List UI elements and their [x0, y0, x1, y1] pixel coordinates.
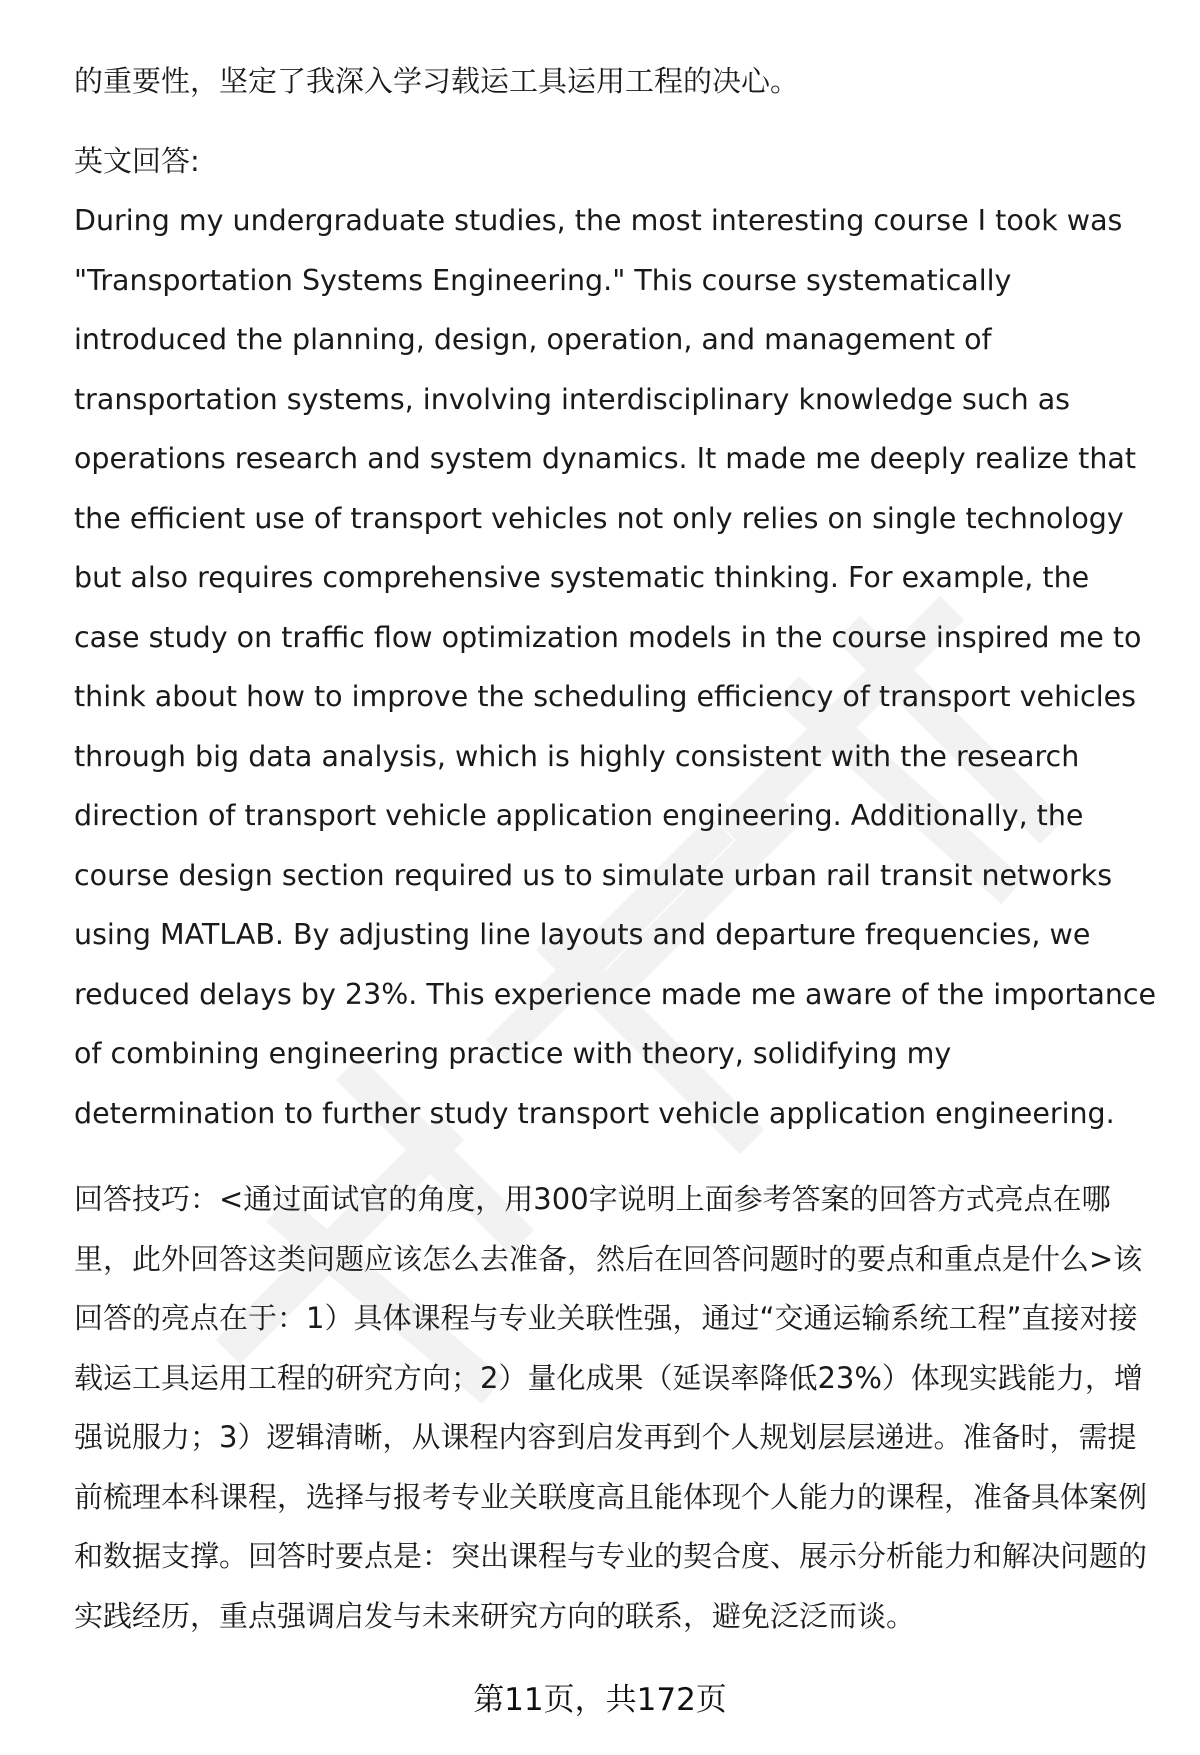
page-number: 第11页，共172页: [473, 1682, 727, 1718]
english-answer-body: During my undergraduate studies, the most interesting course I took was "Transportation Systems Engineering." This course systematically introduced the planning, design, operation, and management of transportation systems, involving interdisciplinary knowledge such as operations research and system dynamics. It made me deeply realize that the efficient use of transport vehicles not only relies on single technology but also requires comprehensive systematic thinking. For example, the case study on traffic flow optimization models in the course inspired me to think about how to improve the scheduling efficiency of transport vehicles through big data analysis, which is highly consistent with the research direction of transport vehicle application engineering. Additionally, the course design section required us to simulate urban rail transit networks using MATLAB. By adjusting line layouts and departure frequencies, we reduced delays by 23%. This experience made me aware of the importance of combining engineering practice with theory, solidifying my determination to further study transport vehicle application engineering.: [74, 204, 1157, 1130]
intro-line: 的重要性，坚定了我深入学习载运工具运用工程的决心。: [74, 64, 800, 98]
document-page: [74, 52, 1160, 1646]
english-answer-heading: 英文回答:: [74, 143, 200, 178]
answer-tips: 回答技巧：<通过面试官的角度，用300字说明上面参考答案的回答方式亮点在哪里，此外回答这类问题应该怎么去准备，然后在回答问题时的要点和重点是什么>该回答的亮点在于：1）具体课程与专业关联性强，通过“交通运输系统工程”直接对接载运工具运用工程的研究方向；2）量化成果（延误率降低23%）体现实践能力，增强说服力；3）逻辑清晰，从课程内容到启发再到个人规划层层递进。准备时，需提前梳理本科课程，选择与报考专业关联度高且能体现个人能力的课程，准备具体案例和数据支撑。回答时要点是：突出课程与专业的契合度、展示分析能力和解决问题的实践经历，重点强调启发与未来研究方向的联系，避免泛泛而谈。: [74, 1182, 1148, 1633]
